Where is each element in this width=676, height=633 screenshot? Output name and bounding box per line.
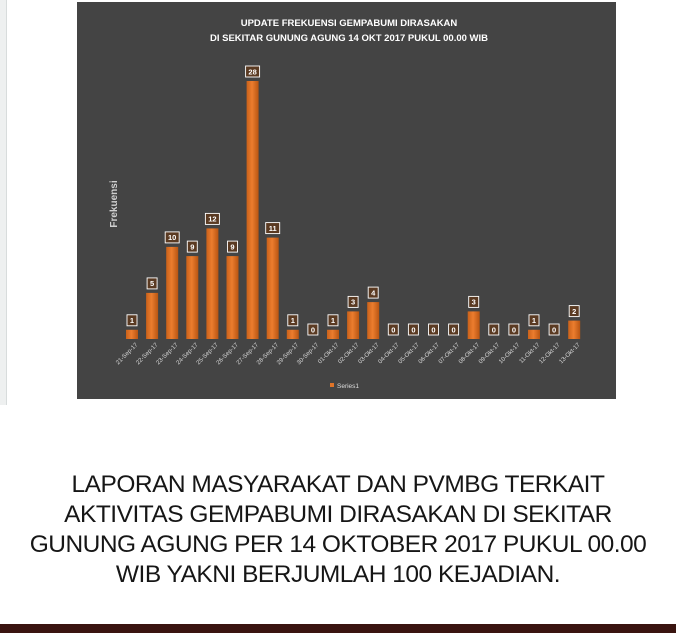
- x-tick-label: 28-Sep-17: [256, 342, 281, 367]
- chart-subtitle: DI SEKITAR GUNUNG AGUNG 14 OKT 2017 PUKUL 00.00 WIB: [209, 33, 489, 44]
- x-tick-label: 23-Sep-17: [155, 342, 180, 367]
- caption-text: LAPORAN MASYARAKAT DAN PVMBG TERKAIT AKTIVITAS GEMPABUMI DIRASAKAN DI SEKITAR GUNUNG AGUNG PER 14 OKTOBER 2017 PUKUL 00.00 WIB YAKNI BERJUMLAH 100 KEJADIAN.: [29, 471, 647, 588]
- data-label: 28: [248, 67, 257, 77]
- data-label: 0: [411, 325, 416, 335]
- data-label: 0: [310, 325, 315, 335]
- data-label: 0: [491, 325, 496, 335]
- chart-panel: [77, 2, 616, 399]
- bar: [186, 256, 198, 339]
- bar: [267, 238, 279, 339]
- data-label: 0: [552, 325, 557, 335]
- x-tick-label: 09-Okt-17: [478, 342, 502, 366]
- x-tick-label: 03-Okt-17: [357, 342, 381, 366]
- bar: [367, 302, 379, 339]
- bar: [166, 247, 178, 339]
- x-tick-label: 12-Okt-17: [538, 342, 562, 366]
- legend-swatch: [330, 383, 334, 387]
- x-tick-label: 10-Okt-17: [498, 342, 522, 366]
- data-label: 0: [391, 325, 396, 335]
- data-label: 10: [168, 233, 177, 243]
- x-tick-label: 24-Sep-17: [175, 342, 200, 367]
- bar-group: [115, 66, 582, 366]
- x-tick-label: 02-Okt-17: [337, 342, 361, 366]
- data-label: 12: [208, 214, 217, 224]
- data-label: 0: [431, 325, 436, 335]
- x-tick-label: 25-Sep-17: [195, 342, 220, 367]
- data-label: 2: [572, 306, 577, 316]
- data-label: 0: [511, 325, 516, 335]
- x-tick-label: 07-Okt-17: [437, 342, 462, 366]
- x-tick-label: 04-Okt-17: [377, 342, 401, 366]
- bar: [468, 311, 480, 339]
- x-tick-label: 13-Okt-17: [558, 342, 582, 366]
- x-tick-label: 05-Okt-17: [397, 342, 421, 366]
- bottom-bar: [0, 624, 676, 633]
- data-label: 1: [129, 316, 135, 326]
- x-tick-label: 11-Okt-17: [518, 342, 542, 365]
- bar: [227, 256, 239, 339]
- y-axis-label: Frekuensi: [109, 180, 120, 228]
- x-tick-label: 22-Sep-17: [135, 342, 160, 367]
- data-label: 1: [330, 316, 336, 326]
- data-label: 0: [451, 325, 456, 335]
- bar-chart: [77, 2, 616, 399]
- data-label: 3: [471, 297, 476, 307]
- x-tick-label: 08-Okt-17: [458, 342, 482, 366]
- x-tick-label: 30-Sep-17: [296, 342, 321, 367]
- data-label: 11: [268, 223, 277, 233]
- bar: [247, 81, 259, 339]
- bar: [528, 330, 540, 339]
- data-label: 3: [351, 297, 356, 307]
- data-label: 4: [371, 288, 376, 298]
- chart-title: UPDATE FREKUENSI GEMPABUMI DIRASAKAN: [240, 18, 458, 29]
- x-tick-label: 01-Okt-17: [317, 342, 341, 366]
- bar: [347, 311, 359, 339]
- bar: [126, 330, 138, 339]
- x-tick-label: 29-Sep-17: [276, 342, 301, 367]
- data-label: 9: [230, 242, 235, 252]
- bar: [568, 321, 580, 339]
- left-edge-strip: [0, 0, 7, 405]
- bar: [206, 228, 218, 339]
- data-label: 1: [290, 316, 295, 326]
- data-label: 5: [150, 279, 155, 289]
- data-label: 1: [531, 316, 537, 326]
- x-tick-label: 21-Sep-17: [115, 342, 140, 367]
- bar: [327, 330, 339, 339]
- x-tick-label: 26-Sep-17: [215, 342, 240, 367]
- legend-label: Series1: [337, 383, 360, 390]
- bar: [146, 293, 158, 339]
- x-tick-label: 06-Okt-17: [417, 342, 441, 366]
- data-label: 9: [190, 242, 195, 252]
- legend: [330, 383, 359, 390]
- bar: [287, 330, 299, 339]
- x-tick-label: 27-Sep-17: [235, 342, 261, 367]
